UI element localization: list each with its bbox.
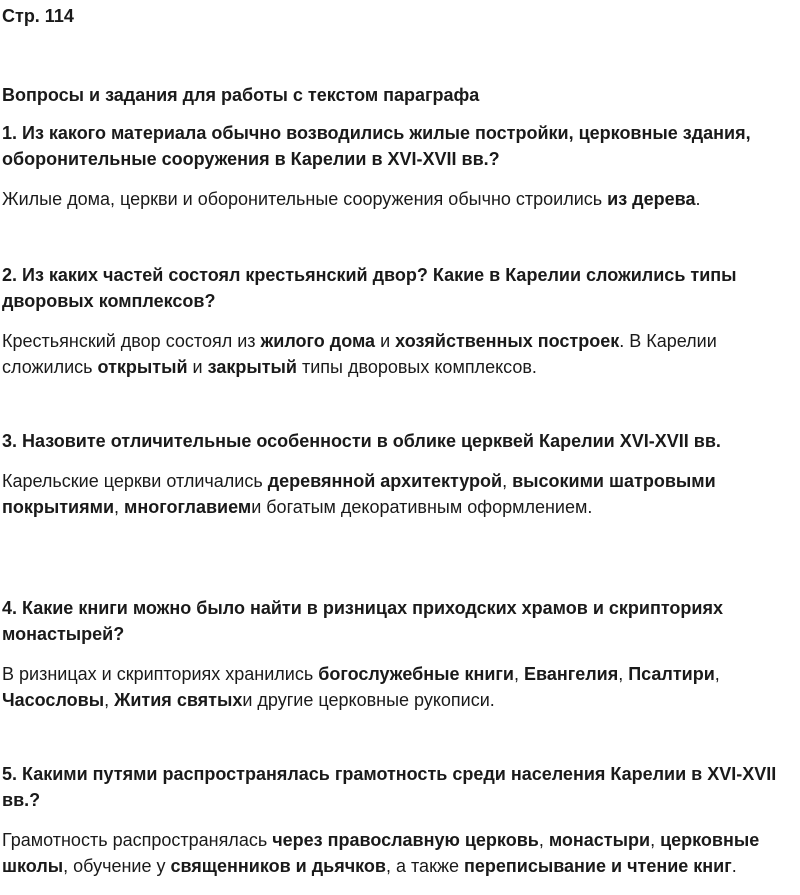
answer-5: Грамотность распространялась через православную церковь, монастыри, церковные школы, обучение у священников и дьячков, а также переписывание и чтение книг.	[2, 830, 760, 876]
question-2: 2. Из каких частей состоял крестьянский двор? Какие в Карелии сложились типы дворовых комплексов?	[2, 265, 737, 311]
question-3: 3. Назовите отличительные особенности в облике церквей Карелии XVI-XVII вв.	[2, 431, 721, 451]
section-title: Вопросы и задания для работы с текстом параграфа	[2, 85, 480, 105]
qa-block-2	[2, 262, 796, 380]
page-number: Стр. 114	[2, 6, 74, 26]
qa-block-1	[2, 120, 796, 212]
answer-4: В ризницах и скрипториях хранились богослужебные книги, Евангелия, Псалтири, Часословы, Жития святыхи другие церковные рукописи.	[2, 664, 720, 710]
qa-block-3	[2, 428, 796, 520]
answer-3: Карельские церкви отличались деревянной архитектурой, высокими шатровыми покрытиями, многоглавиеми богатым декоративным оформлением.	[2, 471, 716, 517]
question-4: 4. Какие книги можно было найти в ризницах приходских храмов и скрипториях монастырей?	[2, 598, 723, 644]
answer-1: Жилые дома, церкви и оборонительные сооружения обычно строились из дерева.	[2, 189, 701, 209]
qa-block-5	[2, 761, 796, 879]
question-5: 5. Какими путями распространялась грамотность среди населения Карелии в XVI-XVII вв.?	[2, 764, 777, 810]
qa-block-4	[2, 595, 796, 713]
answer-2: Крестьянский двор состоял из жилого дома и хозяйственных построек. В Карелии сложились открытый и закрытый типы дворовых комплексов.	[2, 331, 717, 377]
question-1: 1. Из какого материала обычно возводились жилые постройки, церковные здания, оборонительные сооружения в Карелии в XVI-XVII вв.?	[2, 123, 751, 169]
